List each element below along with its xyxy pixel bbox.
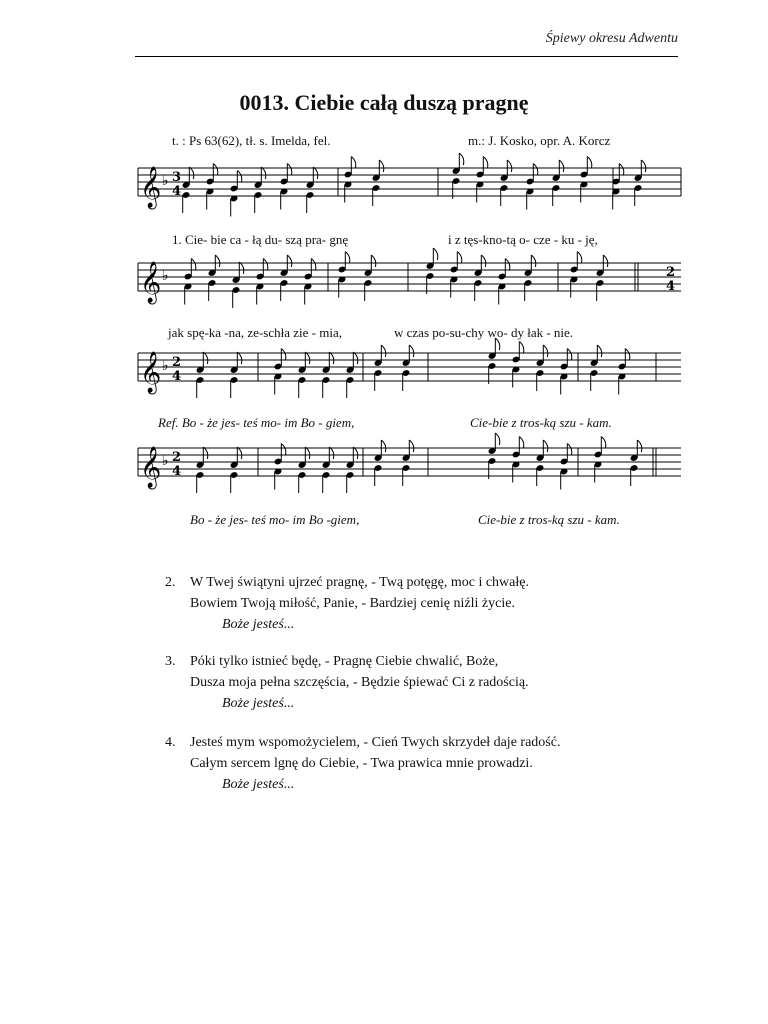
staff-4	[138, 440, 681, 510]
verse-line: Póki tylko istnieć będę, - Pragnę Ciebie chwalić, Boże,	[190, 654, 499, 669]
verse-number: 3.	[165, 654, 176, 669]
flat-icon: ♭	[162, 358, 169, 374]
refrain-cue: Boże jesteś...	[222, 696, 295, 711]
treble-clef-icon: 𝄞	[140, 167, 162, 208]
treble-clef-icon: 𝄞	[140, 447, 162, 488]
verse-line: Jesteś mym wspomożycielem, - Cień Twych skrzydeł daje radość.	[190, 735, 561, 750]
time-signature: 4	[172, 464, 182, 479]
treble-clef-icon: 𝄞	[140, 352, 162, 393]
lyric-line: 1. Cie- bie ca - łą du- szą pra- gnę	[172, 232, 349, 247]
song-title: 0013. Ciebie całą duszą pragnę	[239, 90, 529, 115]
lyric-line: Cie-bie z tros-ką szu - kam.	[470, 415, 612, 430]
verse-line: Dusza moja pełna szczęścia, - Będzie śpiewać Ci z radością.	[190, 675, 529, 690]
lyric-line: i z tęs-kno-tą o- cze - ku - ję,	[448, 232, 598, 247]
flat-icon: ♭	[162, 173, 169, 189]
lyric-line: Cie-bie z tros-ką szu - kam.	[478, 512, 620, 527]
time-signature: 4	[172, 184, 182, 199]
time-signature: 3	[172, 170, 182, 185]
music-system-1	[138, 160, 681, 256]
refrain-cue: Boże jesteś...	[222, 617, 295, 632]
header-rule	[135, 56, 678, 57]
time-signature: 2	[172, 450, 182, 465]
verse-number: 2.	[165, 575, 176, 590]
verse-number: 4.	[165, 735, 176, 750]
time-signature: 2	[172, 355, 182, 370]
treble-clef-icon: 𝄞	[140, 262, 162, 303]
music-system-3	[138, 345, 681, 441]
music-system-2	[138, 255, 681, 351]
text-credit: t. : Ps 63(62), tł. s. Imelda, fel.	[172, 133, 331, 148]
staff-1	[138, 160, 681, 230]
time-signature: 4	[172, 369, 182, 384]
verse-line: Bowiem Twoją miłość, Panie, - Bardziej cenię niźli życie.	[190, 596, 515, 611]
lyric-line: w czas po-su-chy wo- dy łak - nie.	[394, 325, 574, 340]
section-title: Śpiewy okresu Adwentu	[545, 31, 678, 46]
staff-3	[138, 345, 681, 415]
staff-2	[138, 255, 681, 325]
lyric-line: jak spę-ka -na, ze-schła zie - mia,	[168, 325, 342, 340]
lyric-line: Ref. Bo - że jes- teś mo- im Bo - giem,	[158, 415, 355, 430]
lyric-line: Bo - że jes- teś mo- im Bo -giem,	[190, 512, 360, 527]
refrain-cue: Boże jesteś...	[222, 777, 295, 792]
music-system-4	[138, 440, 681, 536]
flat-icon: ♭	[162, 453, 169, 469]
time-signature: 2	[666, 265, 676, 280]
time-signature: 4	[666, 279, 676, 294]
music-credit: m.: J. Kosko, opr. A. Korcz	[468, 133, 611, 148]
verse-line: Całym sercem lgnę do Ciebie, - Twa prawica mnie prowadzi.	[190, 756, 533, 771]
verse-line: W Twej świątyni ujrzeć pragnę, - Twą potęgę, moc i chwałę.	[190, 575, 529, 590]
flat-icon: ♭	[162, 268, 169, 284]
